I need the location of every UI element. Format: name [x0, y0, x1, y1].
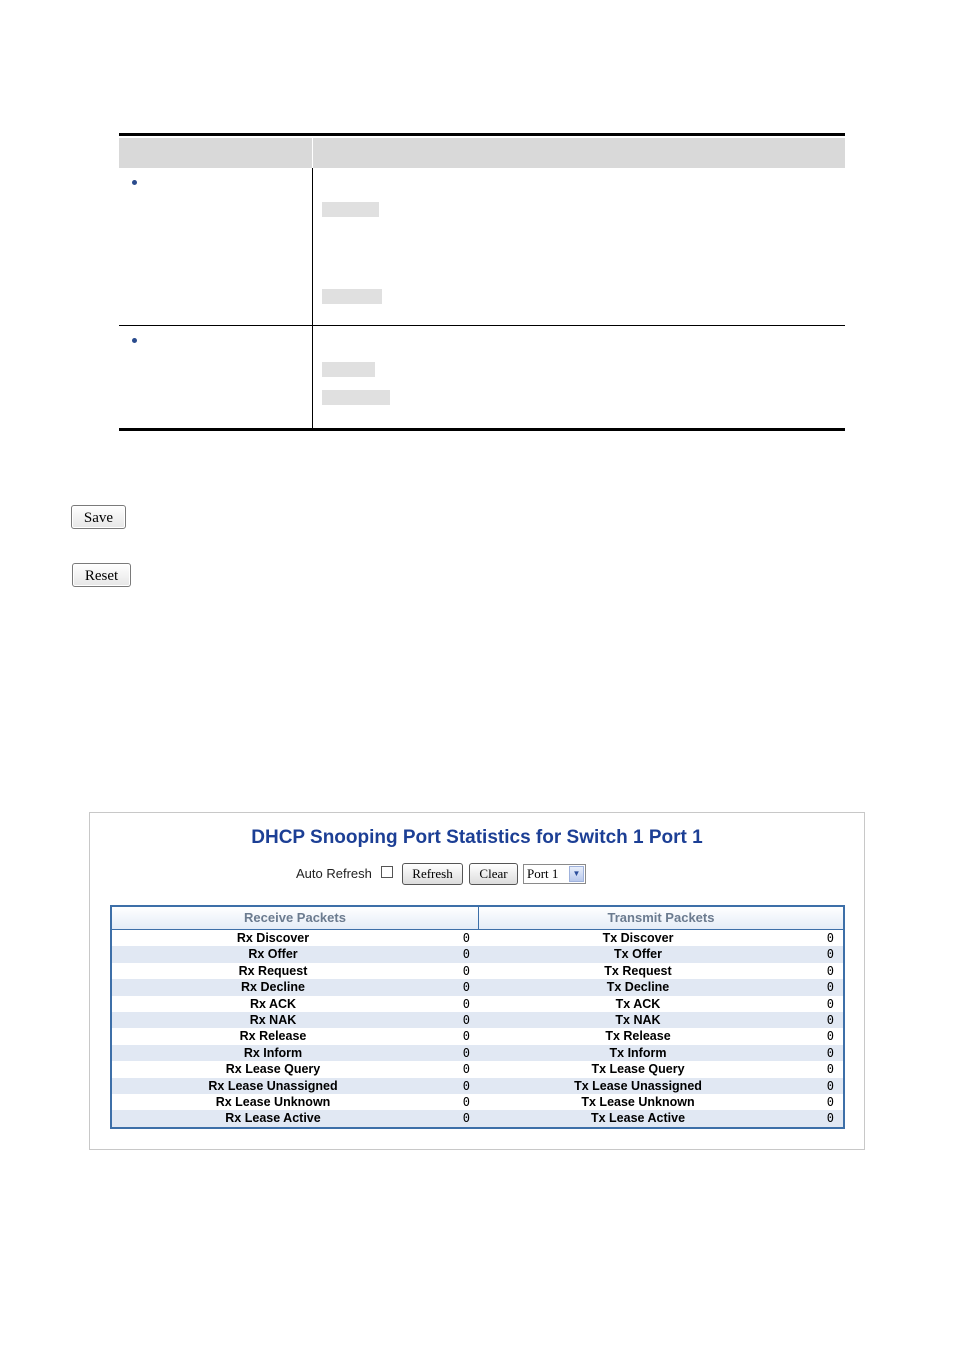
rx-counter-label: Rx Lease Query — [225, 1062, 321, 1077]
table-header-row — [119, 138, 845, 168]
table-row — [112, 1045, 843, 1061]
tx-counter-value: 0 — [826, 1045, 834, 1060]
dhcp-snooping-statistics-panel — [89, 812, 865, 1150]
statistics-table — [110, 905, 845, 1129]
rx-counter-label: Rx Release — [239, 1029, 307, 1044]
table-row — [112, 1012, 843, 1028]
tx-counter-label: Tx Request — [604, 963, 672, 978]
rx-counter-value: 0 — [462, 1045, 470, 1060]
rx-counter-value: 0 — [462, 980, 470, 995]
table-row — [112, 1061, 843, 1077]
rx-counter-label: Rx Inform — [243, 1045, 303, 1060]
table-bottom-rule — [119, 428, 845, 431]
tx-counter-value: 0 — [826, 996, 834, 1011]
table-column-divider — [312, 168, 313, 429]
tx-counter-label: Tx Lease Unassigned — [574, 1078, 702, 1093]
refresh-button[interactable]: Refresh — [402, 863, 463, 885]
table-row — [112, 1028, 843, 1044]
rx-counter-label: Rx Lease Unknown — [215, 1094, 331, 1109]
tx-counter-label: Tx Lease Unknown — [581, 1094, 695, 1109]
tx-counter-value: 0 — [826, 1094, 834, 1109]
highlighted-option — [322, 202, 379, 217]
receive-packets-header: Receive Packets — [244, 910, 346, 925]
rx-counter-value: 0 — [462, 1012, 470, 1027]
tx-counter-value: 0 — [826, 947, 834, 962]
table-row — [112, 963, 843, 979]
reset-button[interactable]: Reset — [72, 563, 131, 587]
highlighted-option — [322, 289, 382, 304]
rx-counter-value: 0 — [462, 931, 470, 945]
statistics-table-header — [112, 907, 843, 930]
table-top-rule — [119, 133, 845, 136]
tx-counter-label: Tx Release — [605, 1029, 671, 1044]
rx-counter-value: 0 — [462, 1062, 470, 1077]
table-row-divider — [119, 325, 845, 326]
tx-counter-value: 0 — [826, 963, 834, 978]
transmit-packets-header: Transmit Packets — [607, 910, 715, 925]
bullet-icon — [132, 180, 137, 185]
tx-counter-label: Tx Offer — [614, 947, 662, 962]
tx-counter-value: 0 — [826, 1012, 834, 1027]
tx-counter-value: 0 — [826, 1111, 834, 1126]
rx-counter-value: 0 — [462, 1078, 470, 1093]
page-title: DHCP Snooping Port Statistics for Switch 1 Port 1 — [251, 827, 703, 848]
tx-counter-value: 0 — [826, 1078, 834, 1093]
port-select[interactable] — [523, 864, 586, 884]
rx-counter-value: 0 — [462, 996, 470, 1011]
auto-refresh-label: Auto Refresh — [296, 866, 372, 881]
rx-counter-label: Rx Request — [238, 963, 308, 978]
rx-counter-label: Rx Offer — [248, 947, 298, 962]
tx-counter-label: Tx Inform — [609, 1045, 667, 1060]
table-row — [112, 1110, 843, 1126]
tx-counter-label: Tx Lease Active — [590, 1111, 686, 1126]
table-row — [112, 946, 843, 962]
table-row — [112, 1094, 843, 1110]
statistics-table-body — [112, 930, 843, 1127]
tx-counter-value: 0 — [826, 1029, 834, 1044]
tx-counter-value: 0 — [826, 931, 834, 945]
highlighted-option — [322, 362, 375, 377]
tx-counter-value: 0 — [826, 1062, 834, 1077]
rx-counter-value: 0 — [462, 1029, 470, 1044]
bullet-icon — [132, 338, 137, 343]
rx-counter-value: 0 — [462, 963, 470, 978]
rx-counter-label: Rx ACK — [249, 996, 297, 1011]
rx-counter-label: Rx Lease Unassigned — [208, 1078, 338, 1093]
clear-button[interactable]: Clear — [469, 863, 518, 885]
table-row — [112, 996, 843, 1012]
table-row — [112, 1078, 843, 1094]
tx-counter-label: Tx Lease Query — [591, 1062, 685, 1077]
rx-counter-label: Rx Discover — [236, 931, 310, 945]
table-row — [112, 979, 843, 995]
rx-counter-label: Rx Lease Active — [225, 1111, 321, 1126]
auto-refresh-checkbox[interactable] — [381, 866, 393, 878]
tx-counter-label: Tx Discover — [602, 931, 674, 945]
rx-counter-value: 0 — [462, 1094, 470, 1109]
parameter-table — [119, 133, 845, 433]
table-row — [112, 930, 843, 946]
tx-counter-value: 0 — [826, 980, 834, 995]
rx-counter-label: Rx Decline — [241, 980, 305, 995]
chevron-down-icon[interactable]: ▼ — [569, 866, 584, 882]
highlighted-option — [322, 390, 390, 405]
save-button[interactable]: Save — [71, 505, 126, 529]
tx-counter-label: Tx NAK — [615, 1012, 661, 1027]
table-header-divider — [312, 138, 313, 168]
rx-counter-label: Rx NAK — [249, 1012, 297, 1027]
rx-counter-value: 0 — [462, 1111, 470, 1126]
port-select-value: Port 1 — [527, 866, 559, 881]
tx-counter-label: Tx ACK — [615, 996, 661, 1011]
tx-counter-label: Tx Decline — [606, 980, 670, 995]
rx-counter-value: 0 — [462, 947, 470, 962]
